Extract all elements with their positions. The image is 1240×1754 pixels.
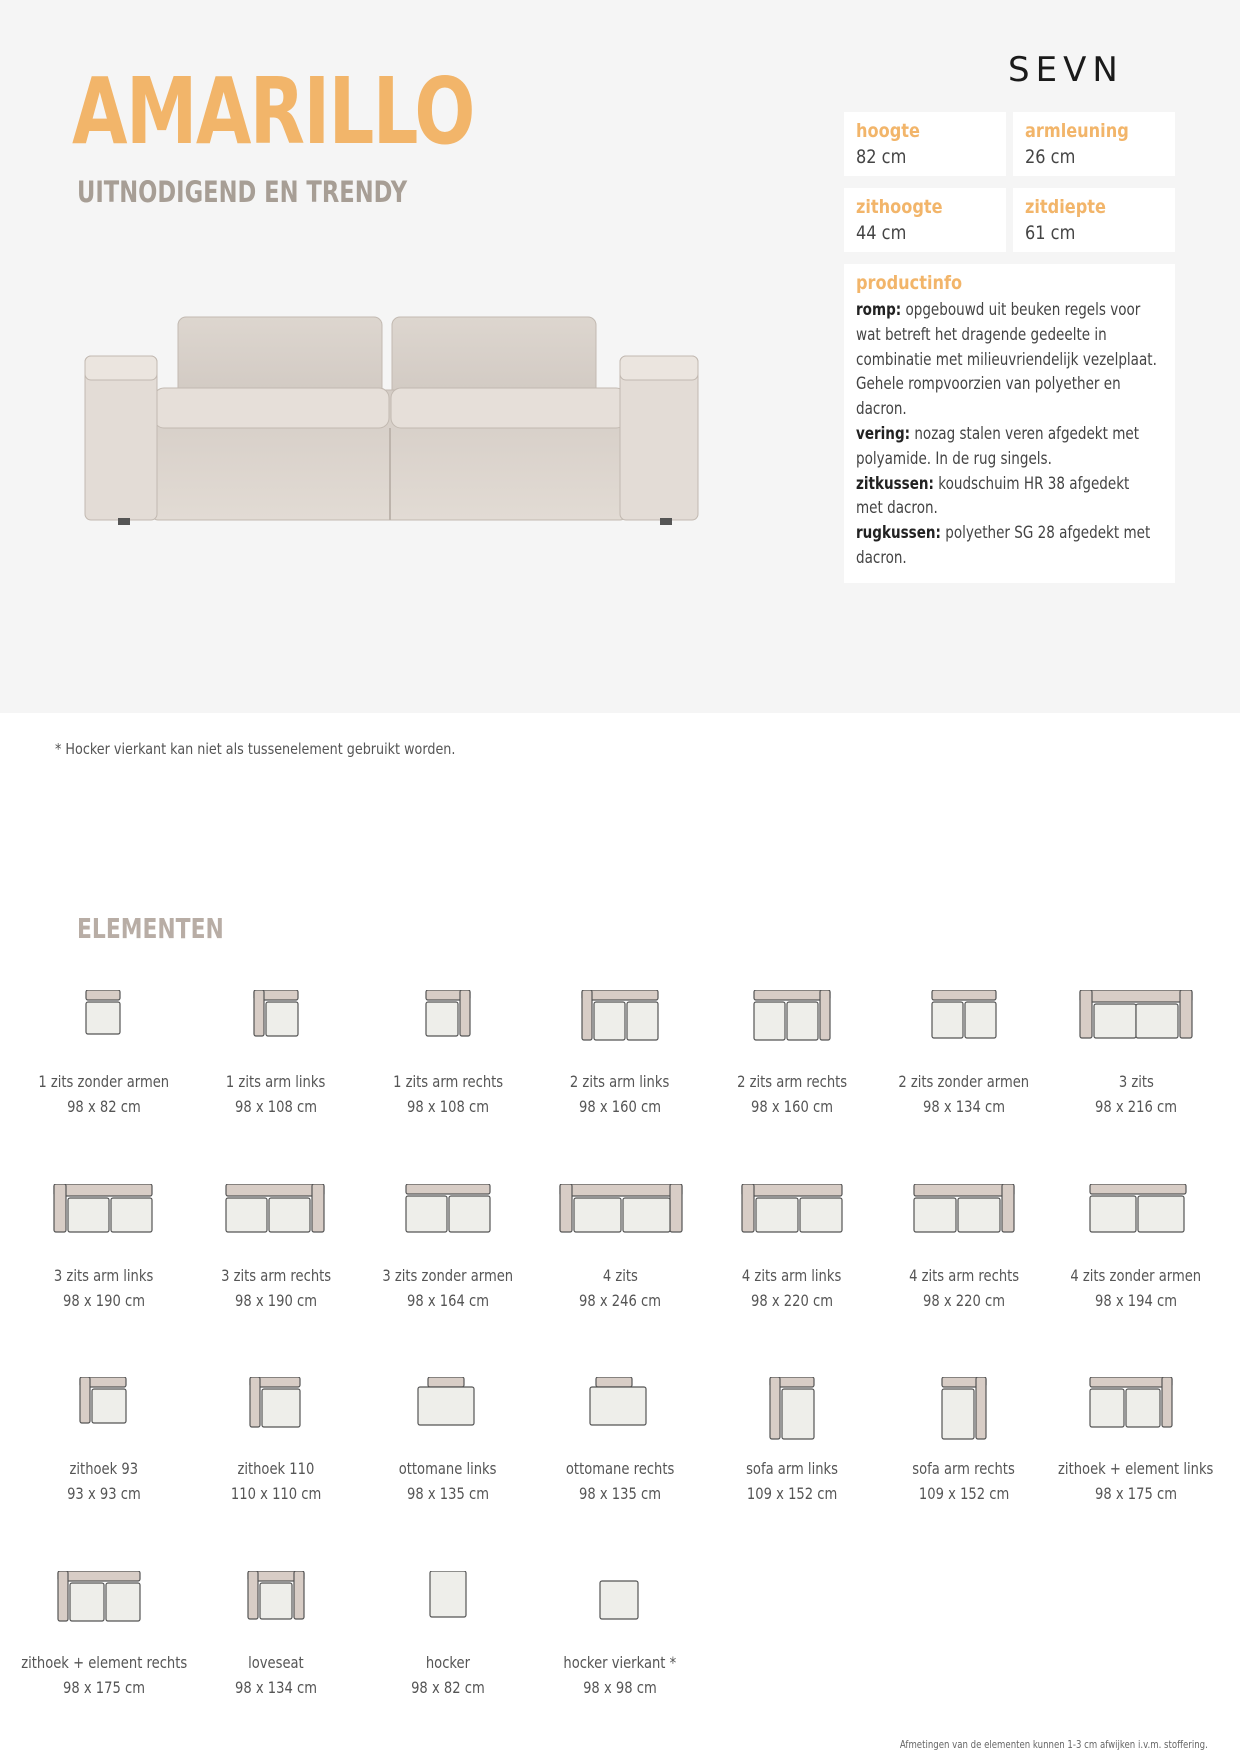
two-seat-no-arms-icon [878, 990, 1050, 1060]
element-item [1050, 1377, 1222, 1527]
element-item [18, 1377, 190, 1527]
spec-hoogte [844, 112, 1006, 176]
four-seat-no-arms-icon [1050, 1184, 1222, 1254]
two-seat-arm-left-icon [534, 990, 706, 1060]
element-item [534, 990, 706, 1140]
element-item [18, 1571, 190, 1721]
element-dimensions: 98 x 175 cm [62, 1678, 145, 1697]
product-subtitle: UITNODIGEND EN TRENDY [77, 175, 408, 209]
element-name: 4 zits arm links [742, 1266, 842, 1285]
element-item [18, 990, 190, 1140]
sofa-image [80, 312, 705, 527]
element-name: zithoek + element rechts [20, 1653, 187, 1672]
element-item [362, 1184, 534, 1334]
one-seat-arm-left-icon [190, 990, 362, 1060]
three-seat-no-arms-icon [362, 1184, 534, 1254]
element-name: ottomane rechts [565, 1459, 675, 1478]
element-name: 3 zits arm links [54, 1266, 154, 1285]
element-item [1050, 990, 1222, 1140]
spec-zitdiepte [1013, 188, 1175, 252]
element-name: zithoek + element links [1058, 1459, 1214, 1478]
spec-label: armleuning [1025, 120, 1129, 142]
element-name: 2 zits arm rechts [736, 1072, 848, 1091]
footnote: * Hocker vierkant kan niet als tussenelement gebruikt worden. [55, 740, 456, 758]
element-dimensions: 98 x 216 cm [1094, 1097, 1177, 1116]
element-name: 4 zits arm rechts [908, 1266, 1020, 1285]
element-dimensions: 98 x 134 cm [922, 1097, 1005, 1116]
element-item [190, 1377, 362, 1527]
hocker-icon [362, 1571, 534, 1641]
corner-110-icon [190, 1377, 362, 1447]
element-name: 2 zits zonder armen [898, 1072, 1030, 1091]
element-name: hocker [425, 1653, 471, 1672]
element-dimensions: 98 x 164 cm [406, 1291, 489, 1310]
loveseat-icon [190, 1571, 362, 1641]
element-item [190, 1184, 362, 1334]
element-name: ottomane links [399, 1459, 497, 1478]
spec-zithoogte [844, 188, 1006, 252]
productinfo-text: nozag stalen veren afgedekt met polyamide. In de rug singels. [856, 423, 1140, 468]
element-dimensions: 98 x 220 cm [750, 1291, 833, 1310]
element-dimensions: 98 x 160 cm [578, 1097, 661, 1116]
element-dimensions: 98 x 98 cm [583, 1678, 657, 1697]
three-seat-icon [1050, 990, 1222, 1060]
element-item [18, 1184, 190, 1334]
corner-element-left-icon [1050, 1377, 1222, 1447]
element-name: 1 zits zonder armen [38, 1072, 170, 1091]
two-seat-arm-right-icon [706, 990, 878, 1060]
productinfo-body [856, 298, 1159, 571]
element-item [534, 1377, 706, 1527]
brand-logo: SEVN [1008, 50, 1124, 90]
spec-armleuning [1013, 112, 1175, 176]
element-dimensions: 98 x 194 cm [1094, 1291, 1177, 1310]
element-name: loveseat [248, 1653, 304, 1672]
element-item [706, 990, 878, 1140]
element-dimensions: 98 x 135 cm [578, 1484, 661, 1503]
element-dimensions: 98 x 82 cm [67, 1097, 141, 1116]
element-item [190, 990, 362, 1140]
spec-label: zitdiepte [1025, 196, 1106, 218]
element-item [878, 1184, 1050, 1334]
element-item [706, 1377, 878, 1527]
productinfo-text: opgebouwd uit beuken regels voor wat betreft het dragende gedeelte in combinatie met milieuvriendelijk vezelplaat. Gehele rompvoorzien van polyether en dacron. [856, 300, 1157, 419]
element-name: sofa arm rechts [912, 1459, 1016, 1478]
element-item [534, 1571, 706, 1721]
productinfo-term: vering: [856, 423, 911, 443]
element-dimensions: 109 x 152 cm [746, 1484, 838, 1503]
element-dimensions: 98 x 190 cm [234, 1291, 317, 1310]
element-dimensions: 98 x 108 cm [406, 1097, 489, 1116]
element-item [878, 1377, 1050, 1527]
element-dimensions: 98 x 135 cm [406, 1484, 489, 1503]
spec-value: 44 cm [856, 222, 907, 244]
corner-93-icon [18, 1377, 190, 1447]
element-dimensions: 98 x 134 cm [234, 1678, 317, 1697]
element-item [362, 1571, 534, 1721]
one-seat-arm-right-icon [362, 990, 534, 1060]
spec-label: hoogte [856, 120, 920, 142]
element-dimensions: 93 x 93 cm [67, 1484, 141, 1503]
element-dimensions: 109 x 152 cm [918, 1484, 1010, 1503]
element-item [362, 990, 534, 1140]
four-seat-arm-right-icon [878, 1184, 1050, 1254]
sofa-arm-right-icon [878, 1377, 1050, 1447]
three-seat-arm-right-icon [190, 1184, 362, 1254]
elements-heading: ELEMENTEN [77, 912, 224, 945]
element-dimensions: 98 x 190 cm [62, 1291, 145, 1310]
productinfo-term: romp: [856, 300, 902, 319]
four-seat-icon [534, 1184, 706, 1254]
productinfo-text: polyether SG 28 afgedekt met dacron. [856, 523, 1151, 567]
one-seat-no-arms-icon [18, 990, 190, 1060]
element-name: 3 zits zonder armen [382, 1266, 514, 1285]
element-item [706, 1184, 878, 1334]
element-item [534, 1184, 706, 1334]
element-item [878, 990, 1050, 1140]
corner-element-right-icon [18, 1571, 190, 1641]
element-name: 4 zits zonder armen [1070, 1266, 1202, 1285]
ottoman-right-icon [534, 1377, 706, 1447]
product-title: AMARILLO [72, 58, 474, 165]
ottoman-left-icon [362, 1377, 534, 1447]
element-item [362, 1377, 534, 1527]
spec-value: 82 cm [856, 146, 907, 168]
element-name: 2 zits arm links [570, 1072, 670, 1091]
spec-value: 61 cm [1025, 222, 1076, 244]
disclaimer: Afmetingen van de elementen kunnen 1-3 cm afwijken i.v.m. stoffering. [900, 1738, 1208, 1751]
element-dimensions: 98 x 82 cm [411, 1678, 485, 1697]
spec-label: zithoogte [856, 196, 943, 218]
element-dimensions: 110 x 110 cm [230, 1484, 322, 1503]
hocker-square-icon [534, 1571, 706, 1641]
productinfo-label: productinfo [856, 272, 963, 294]
productinfo-term: zitkussen: [856, 473, 934, 493]
four-seat-arm-left-icon [706, 1184, 878, 1254]
element-dimensions: 98 x 160 cm [750, 1097, 833, 1116]
productinfo-text: koudschuim HR 38 afgedekt met dacron. [856, 473, 1130, 518]
element-name: 3 zits [1118, 1072, 1154, 1091]
productinfo-panel [844, 264, 1175, 583]
element-name: 1 zits arm rechts [392, 1072, 504, 1091]
element-name: hocker vierkant * [563, 1653, 677, 1672]
sofa-arm-left-icon [706, 1377, 878, 1447]
element-item [1050, 1184, 1222, 1334]
element-name: 1 zits arm links [226, 1072, 326, 1091]
productinfo-term: rugkussen: [856, 523, 941, 543]
spec-value: 26 cm [1025, 146, 1076, 168]
three-seat-arm-left-icon [18, 1184, 190, 1254]
element-name: sofa arm links [746, 1459, 838, 1478]
element-name: zithoek 110 [237, 1459, 315, 1478]
element-name: 3 zits arm rechts [220, 1266, 332, 1285]
element-dimensions: 98 x 246 cm [578, 1291, 661, 1310]
element-dimensions: 98 x 108 cm [234, 1097, 317, 1116]
element-name: zithoek 93 [69, 1459, 139, 1478]
element-name: 4 zits [602, 1266, 638, 1285]
element-item [190, 1571, 362, 1721]
element-dimensions: 98 x 220 cm [922, 1291, 1005, 1310]
element-dimensions: 98 x 175 cm [1094, 1484, 1177, 1503]
